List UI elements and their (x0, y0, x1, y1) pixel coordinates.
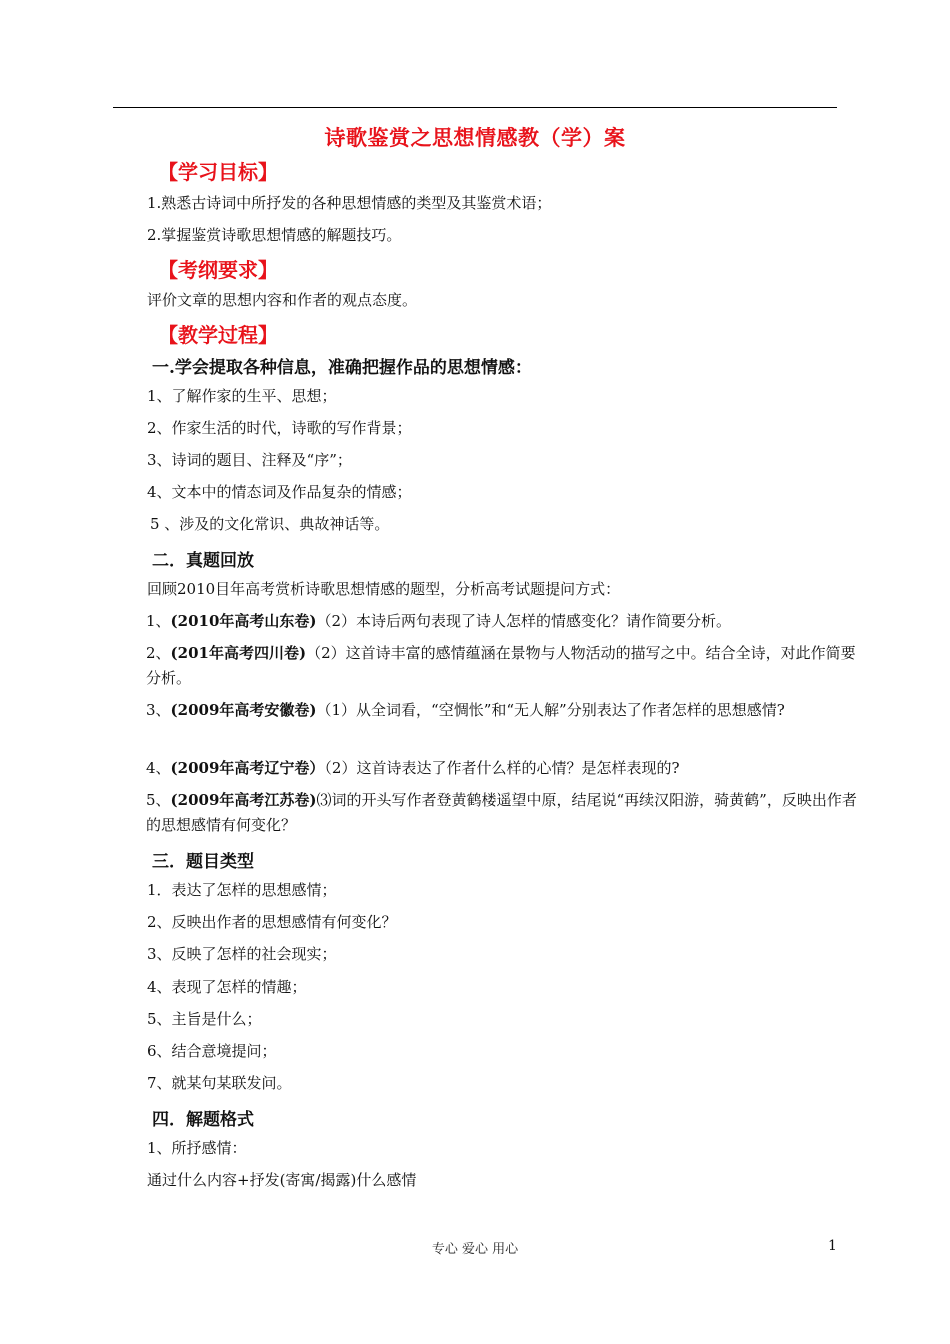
part1-item-5: 5 、涉及的文化常识、典故神话等。 (150, 515, 390, 533)
part4-item-1: 1、所抒感情： (147, 1139, 247, 1157)
question-4: 4、(2009年高考辽宁卷）（2）这首诗表达了作者什么样的心情？是怎样表现的? (146, 759, 680, 777)
page-footer: 专心 爱心 用心 (431, 1242, 519, 1257)
part1-item-1: 1、了解作家的生平、思想； (147, 387, 337, 405)
question-2: 2、(201年高考四川卷)（2）这首诗丰富的感情蕴涵在景物与人物活动的描写之中。结合全诗，对此作简要分析。 (146, 644, 856, 687)
question-3: 3、(2009年高考安徽卷)（1）从全词看，“空惆怅”和“无人解”分别表达了作者怎样的思想感情? (146, 701, 785, 719)
part1-item-4: 4、文本中的情态词及作品复杂的情感； (147, 483, 412, 501)
goal-item-1: 1.熟悉古诗词中所抒发的各种思想情感的类型及其鉴赏术语； (147, 194, 552, 212)
goal-item-2: 2.掌握鉴赏诗歌思想情感的解题技巧。 (147, 226, 402, 244)
part4-heading: 四．解题格式 (152, 1110, 254, 1130)
part2-heading: 二．真题回放 (152, 551, 254, 571)
part2-intro: 回顾2010目年高考赏析诗歌思想情感的题型，分析高考试题提问方式： (147, 580, 621, 598)
part1-item-3: 3、诗词的题目、注释及“序”； (147, 451, 352, 469)
part1-item-2: 2、作家生活的时代，诗歌的写作背景； (147, 419, 412, 437)
part3-item-2: 2、反映出作者的思想感情有何变化？ (147, 913, 397, 931)
part3-item-3: 3、反映了怎样的社会现实； (147, 945, 337, 963)
page-number: 1 (828, 1238, 837, 1254)
section-goals: 【学习目标】 (158, 160, 278, 184)
header-rule (113, 107, 837, 108)
part3-item-6: 6、结合意境提问； (147, 1042, 277, 1060)
part4-item-2: 通过什么内容+抒发(寄寓/揭露)什么感情 (147, 1171, 417, 1189)
question-1: 1、(2010年高考山东卷)（2）本诗后两句表现了诗人怎样的情感变化？请作简要分析。 (146, 612, 732, 630)
question-5: 5、(2009年高考江苏卷)⑶词的开头写作者登黄鹤楼遥望中原，结尾说“再续汉阳游，骑黄鹤”，反映出作者的思想感情有何变化？ (146, 791, 857, 834)
part3-heading: 三．题目类型 (152, 852, 254, 872)
part3-item-1: 1．表达了怎样的思想感情； (147, 881, 337, 899)
section-exam: 【考纲要求】 (158, 258, 278, 282)
exam-text: 评价文章的思想内容和作者的观点态度。 (147, 291, 418, 309)
part3-item-5: 5、主旨是什么； (147, 1010, 262, 1028)
part3-item-7: 7、就某句某联发问。 (147, 1074, 292, 1092)
section-process: 【教学过程】 (158, 323, 278, 347)
part3-item-4: 4、表现了怎样的情趣； (147, 978, 307, 996)
page-title: 诗歌鉴赏之思想情感教（学）案 (324, 125, 626, 150)
part1-heading: 一.学会提取各种信息，准确把握作品的思想情感： (152, 358, 532, 378)
